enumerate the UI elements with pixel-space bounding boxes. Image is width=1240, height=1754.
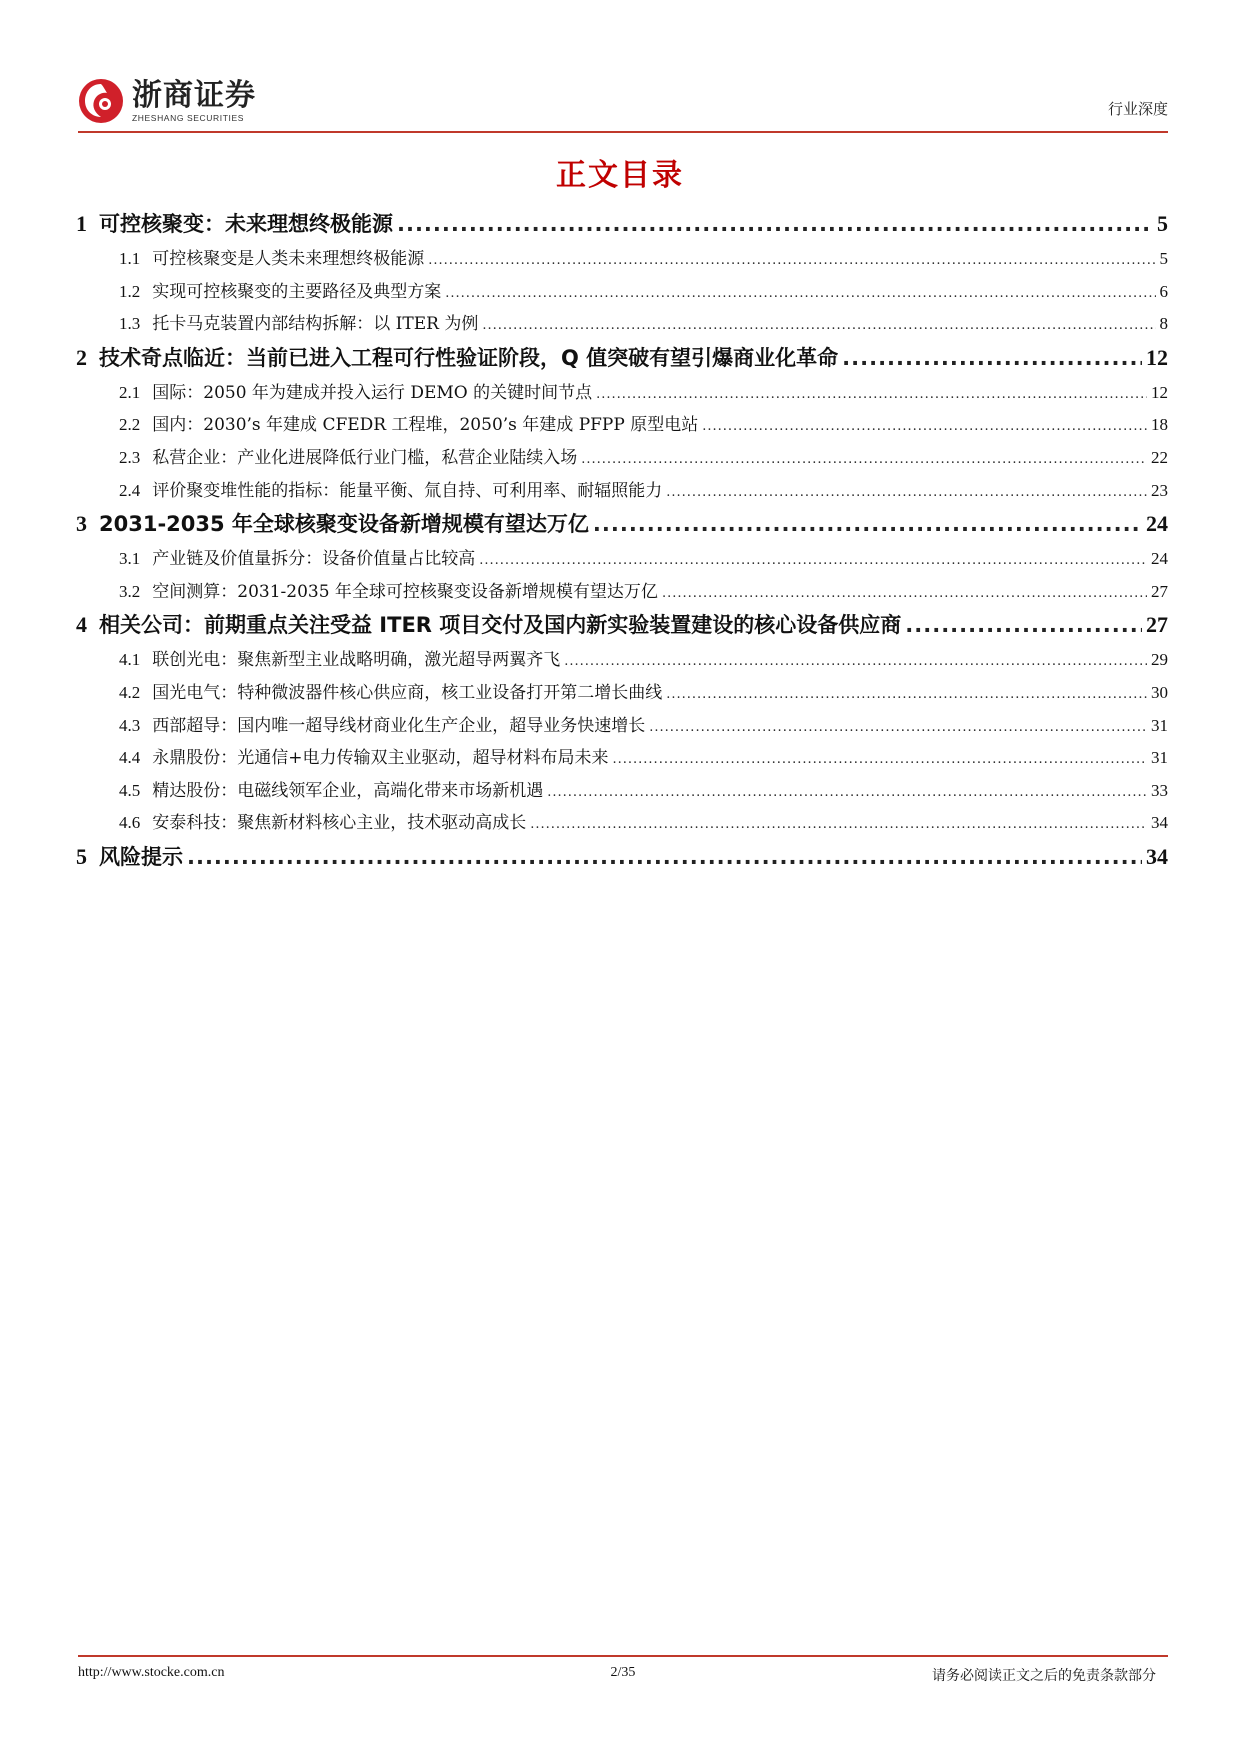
toc-entry-number: 1.2 (119, 281, 141, 301)
toc-subsection-entry[interactable] (76, 309, 1168, 342)
toc-entry-page: 12 (1146, 344, 1168, 370)
toc-entry-number: 2.4 (119, 480, 141, 500)
toc-entry-page: 29 (1151, 650, 1168, 670)
toc-entry-page: 27 (1146, 612, 1168, 638)
toc-entry-page: 34 (1151, 813, 1168, 833)
toc-dot-leader (547, 781, 1147, 801)
toc-dot-leader (842, 346, 1142, 370)
toc-subsection-entry[interactable] (76, 577, 1168, 610)
toc-entry-page: 33 (1151, 780, 1168, 800)
page-footer (78, 1655, 1168, 1689)
toc-entry-page: 5 (1159, 249, 1168, 268)
toc-section-entry[interactable] (76, 841, 1168, 877)
toc-entry-title: 国光电气：特种微波器件核心供应商，核工业设备打开第二增长曲线 (152, 682, 663, 703)
toc-entry-page: 34 (1146, 843, 1168, 869)
toc-entry-title: 精达股份：电磁线领军企业，高端化带来市场新机遇 (152, 780, 544, 801)
toc-entry-number: 1 (76, 211, 87, 236)
toc-section-entry[interactable] (76, 508, 1168, 544)
toc-dot-leader (397, 212, 1153, 236)
toc-entry-page: 22 (1151, 447, 1168, 467)
toc-entry-number: 4.4 (119, 748, 141, 768)
toc-dot-leader (581, 448, 1147, 468)
toc-entry-number: 2.1 (119, 382, 141, 402)
toc-subsection-entry[interactable] (76, 244, 1168, 277)
toc-subsection-entry[interactable] (76, 678, 1168, 711)
toc-entry-number: 1.1 (119, 249, 141, 268)
toc-entry-title: 联创光电：聚焦新型主业战略明确，激光超导两翼齐飞 (152, 650, 561, 671)
toc-section-entry[interactable] (76, 609, 1168, 645)
toc-entry-page: 12 (1151, 382, 1168, 402)
toc-entry-title: 2031-2035 年全球核聚变设备新增规模有望达万亿 (99, 512, 589, 537)
toc-entry-number: 2.3 (119, 447, 141, 467)
toc-dot-leader (662, 582, 1147, 602)
toc-entry-title: 可控核聚变：未来理想终极能源 (99, 212, 393, 236)
toc-entry-number: 2.2 (119, 415, 141, 435)
toc-entry-page: 27 (1151, 581, 1168, 601)
toc-entry-number: 4 (76, 612, 87, 638)
toc-dot-leader (905, 613, 1142, 637)
footer-divider (78, 1655, 1168, 1657)
toc-subsection-entry[interactable] (76, 645, 1168, 678)
toc-entry-page: 18 (1151, 415, 1168, 435)
toc-subsection-entry[interactable] (76, 743, 1168, 776)
toc-entry-title: 评价聚变堆性能的指标：能量平衡、氚自持、可利用率、耐辐照能力 (152, 480, 663, 501)
toc-entry-title: 永鼎股份：光通信+电力传输双主业驱动，超导材料布局未来 (152, 748, 609, 769)
toc-dot-leader (530, 813, 1147, 833)
toc-subsection-entry[interactable] (76, 476, 1168, 509)
toc-entry-title: 产业链及价值量拆分：设备价值量占比较高 (152, 549, 476, 570)
toc-entry-page: 23 (1151, 480, 1168, 500)
toc-subsection-entry[interactable] (76, 277, 1168, 310)
toc-entry-page: 31 (1151, 748, 1168, 768)
logo-english-name: ZHESHANG SECURITIES (132, 112, 244, 123)
toc-entry-title: 风险提示 (99, 844, 183, 869)
zheshang-logo-icon (78, 78, 124, 124)
page-header (78, 78, 1168, 134)
toc-entry-number: 5 (76, 843, 87, 869)
toc-entry-page: 30 (1151, 682, 1168, 702)
toc-entry-title: 相关公司：前期重点关注受益 ITER 项目交付及国内新实验装置建设的核心设备供应商 (99, 613, 902, 638)
toc-subsection-entry[interactable] (76, 378, 1168, 411)
toc-section-entry[interactable] (76, 342, 1168, 378)
toc-dot-leader (666, 683, 1147, 703)
footer-url[interactable]: http://www.stocke.com.cn (78, 1665, 225, 1680)
toc-section-entry[interactable] (76, 208, 1168, 244)
toc-entry-title: 安泰科技：聚焦新材料核心主业，技术驱动高成长 (152, 813, 527, 834)
toc-dot-leader (666, 481, 1147, 501)
toc-subsection-entry[interactable] (76, 776, 1168, 809)
toc-entry-number: 4.3 (119, 715, 141, 735)
toc-dot-leader (702, 415, 1147, 435)
company-logo (78, 78, 256, 124)
table-of-contents (76, 208, 1168, 877)
toc-subsection-entry[interactable] (76, 410, 1168, 443)
toc-subsection-entry[interactable] (76, 544, 1168, 577)
toc-entry-number: 1.3 (119, 314, 141, 334)
toc-entry-page: 31 (1151, 715, 1168, 735)
toc-entry-number: 3.2 (119, 581, 141, 601)
toc-dot-leader (593, 512, 1142, 536)
toc-entry-number: 3.1 (119, 549, 141, 569)
toc-dot-leader (445, 282, 1155, 302)
report-type-label: 行业深度 (1107, 100, 1168, 118)
toc-entry-title: 国内：2030’s 年建成 CFEDR 工程堆，2050’s 年建成 PFPP 原型电站 (152, 415, 699, 436)
toc-entry-page: 24 (1146, 511, 1168, 537)
toc-dot-leader (649, 716, 1147, 736)
toc-dot-leader (596, 383, 1147, 403)
toc-dot-leader (187, 845, 1142, 869)
toc-subsection-entry[interactable] (76, 711, 1168, 744)
toc-entry-page: 24 (1151, 549, 1168, 569)
toc-entry-title: 实现可控核聚变的主要路径及典型方案 (152, 281, 442, 302)
toc-subsection-entry[interactable] (76, 808, 1168, 841)
toc-entry-title: 国际：2050 年为建成并投入运行 DEMO 的关键时间节点 (152, 382, 593, 403)
toc-dot-leader (479, 549, 1147, 569)
disclaimer-note: 请务必阅读正文之后的免责条款部分 (932, 1668, 1156, 1684)
toc-dot-leader (613, 748, 1148, 768)
toc-entry-page: 5 (1157, 211, 1168, 236)
page-number: 2/35 (610, 1665, 636, 1680)
toc-entry-page: 6 (1159, 281, 1168, 301)
toc-entry-number: 4.2 (119, 682, 141, 702)
header-divider (78, 131, 1168, 133)
toc-entry-title: 西部超导：国内唯一超导线材商业化生产企业，超导业务快速增长 (152, 715, 646, 736)
toc-entry-number: 3 (76, 511, 87, 537)
toc-dot-leader (564, 650, 1147, 670)
toc-entry-number: 4.5 (119, 780, 141, 800)
toc-dot-leader (428, 249, 1155, 269)
toc-entry-number: 2 (76, 344, 87, 370)
toc-entry-title: 私营企业：产业化进展降低行业门槛，私营企业陆续入场 (152, 447, 578, 468)
toc-entry-number: 4.6 (119, 813, 141, 833)
toc-entry-title: 技术奇点临近：当前已进入工程可行性验证阶段，Q 值突破有望引爆商业化革命 (99, 345, 839, 370)
toc-entry-title: 空间测算：2031-2035 年全球可控核聚变设备新增规模有望达万亿 (152, 581, 658, 602)
toc-entry-title: 托卡马克装置内部结构拆解：以 ITER 为例 (152, 314, 479, 335)
logo-chinese-name: 浙商证券 (132, 77, 256, 113)
toc-entry-page: 8 (1159, 314, 1168, 334)
toc-dot-leader (482, 314, 1155, 334)
page-title: 正文目录 (556, 158, 684, 193)
toc-entry-number: 4.1 (119, 650, 141, 670)
toc-subsection-entry[interactable] (76, 443, 1168, 476)
toc-entry-title: 可控核聚变是人类未来理想终极能源 (152, 249, 425, 269)
